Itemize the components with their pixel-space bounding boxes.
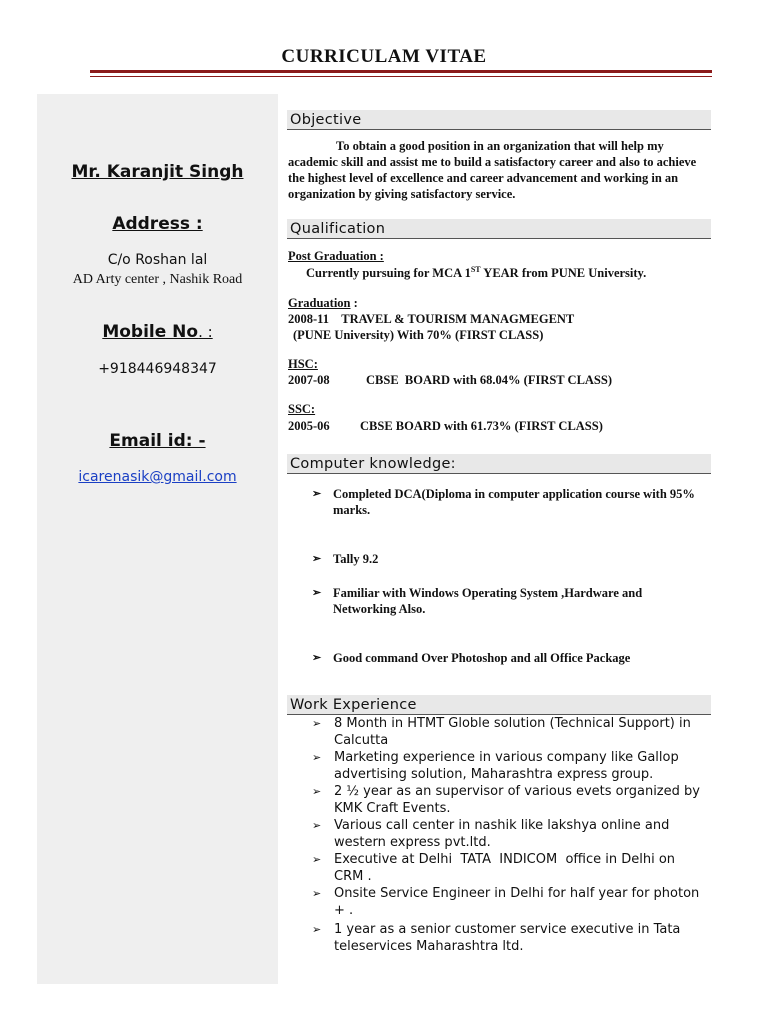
arrow-bullet-icon: ➢ (312, 553, 322, 565)
arrow-bullet-icon: ➢ (312, 652, 322, 664)
arrow-bullet-icon: ➢ (312, 785, 322, 798)
mobile-heading-tail: . : (198, 323, 213, 341)
work-item (312, 784, 707, 817)
mobile-number: +918446948347 (98, 361, 217, 377)
work-item (312, 750, 707, 783)
pg-text (306, 265, 646, 281)
address-heading-text: Address : (112, 214, 203, 234)
address-line-2: AD Arty center , Nashik Road (72, 272, 243, 287)
pg-text-b: YEAR from PUNE University. (480, 266, 647, 281)
work-item (312, 922, 707, 955)
grad-line-1: 2008-11 TRAVEL & TOURISM MANAGMEGENT (288, 312, 575, 326)
arrow-bullet-icon: ➢ (312, 887, 322, 900)
computer-item-text: Good command Over Photoshop and all Office Package (333, 651, 631, 665)
computer-item-text: Completed DCA(Diploma in computer application course with 95% marks. (333, 487, 695, 517)
qualification-heading: Qualification (287, 219, 711, 239)
arrow-bullet-icon: ➢ (312, 853, 322, 866)
work-item (312, 852, 707, 885)
work-item (312, 716, 707, 749)
computer-item (312, 551, 702, 567)
ssc-year: 2005-06 (288, 419, 330, 433)
computer-item-text: Tally 9.2 (333, 552, 379, 566)
cv-title: CURRICULAM VITAE (281, 46, 487, 67)
email-link[interactable]: icarenasik@gmail.com (78, 469, 237, 485)
grad-label: Graduation (288, 296, 351, 310)
mobile-heading-main: Mobile No (102, 322, 199, 342)
arrow-bullet-icon: ➢ (312, 819, 322, 832)
arrow-bullet-icon: ➢ (312, 717, 322, 730)
objective-heading: Objective (287, 110, 711, 130)
arrow-bullet-icon: ➢ (312, 587, 322, 599)
pg-sup: ST (470, 265, 481, 274)
mobile-heading (37, 322, 278, 342)
header-rule-thin (90, 76, 712, 77)
grad-colon: : (350, 296, 358, 310)
computer-heading: Computer knowledge: (287, 454, 711, 474)
work-item-text: 8 Month in HTMT Globle solution (Technical Support) in Calcutta (334, 716, 691, 748)
ssc-text: CBSE BOARD with 61.73% (FIRST CLASS) (360, 419, 603, 433)
computer-item (312, 585, 702, 617)
work-item-text: 1 year as a senior customer service executive in Tata teleservices Maharashtra ltd. (334, 922, 681, 954)
arrow-bullet-icon: ➢ (312, 751, 322, 764)
email-heading (37, 431, 278, 451)
arrow-bullet-icon: ➢ (312, 923, 322, 936)
ssc-label: SSC: (288, 402, 316, 416)
work-item (312, 818, 707, 851)
work-item-text: Onsite Service Engineer in Delhi for half year for photon + . (334, 886, 700, 918)
header-rule-thick (90, 70, 712, 73)
grad-label-line (288, 296, 358, 311)
email-heading-text: Email id: - (109, 431, 206, 451)
work-item-text: Various call center in nashik like lakshya online and western express pvt.ltd. (334, 818, 670, 850)
grad-line-2: (PUNE University) With 70% (FIRST CLASS) (293, 328, 544, 342)
pg-label: Post Graduation : (288, 249, 384, 263)
work-item (312, 886, 707, 919)
work-item-text: Executive at Delhi TATA INDICOM office in Delhi on CRM . (334, 852, 680, 884)
candidate-name: Mr. Karanjit Singh (71, 162, 244, 182)
pg-text-a: Currently pursuing for MCA 1 (306, 266, 471, 281)
arrow-bullet-icon: ➢ (312, 488, 322, 500)
address-line-1: C/o Roshan lal (107, 252, 208, 268)
work-item-text: 2 ½ year as an supervisor of various evets organized by KMK Craft Events. (334, 784, 700, 816)
hsc-text: CBSE BOARD with 68.04% (FIRST CLASS) (366, 373, 612, 387)
computer-item-text: Familiar with Windows Operating System ,Hardware and Networking Also. (333, 586, 643, 616)
computer-item (312, 486, 702, 518)
computer-item (312, 650, 702, 666)
work-item-text: Marketing experience in various company like Gallop advertising solution, Maharashtra express group. (334, 750, 679, 782)
objective-text (288, 138, 706, 202)
hsc-label: HSC: (288, 357, 318, 371)
hsc-year: 2007-08 (288, 373, 330, 387)
objective-paragraph: To obtain a good position in an organization that will help my academic skill and assist me to build a satisfactory career and also to achieve the highest level of excellence and career advancement and working in an organization by giving satisfactory service. (288, 139, 697, 201)
address-heading (37, 214, 278, 234)
work-heading: Work Experience (287, 695, 711, 715)
